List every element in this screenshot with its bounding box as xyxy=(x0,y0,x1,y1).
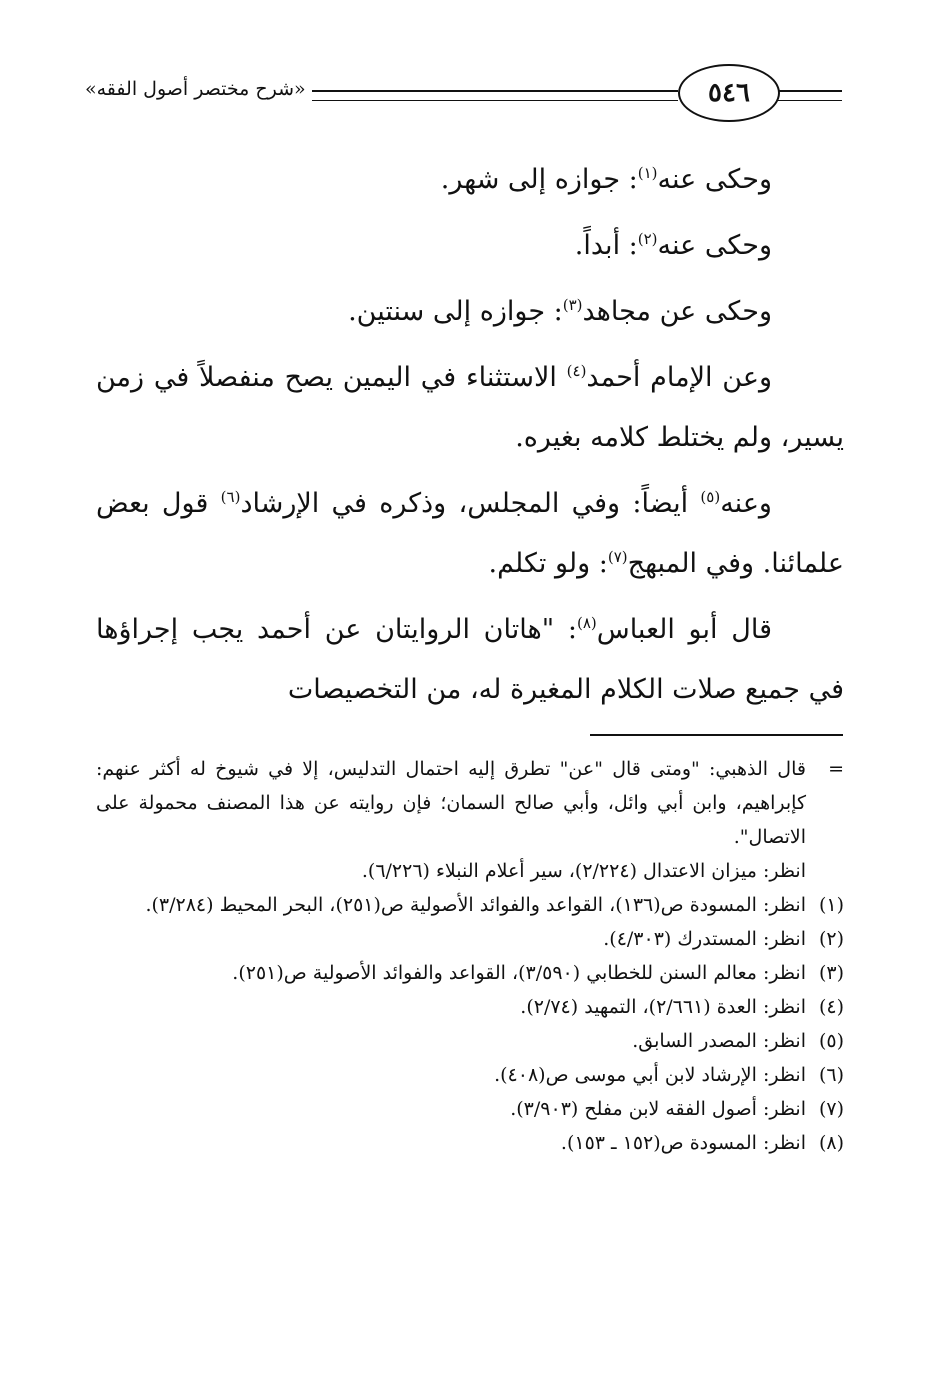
footnote-item xyxy=(96,990,844,1024)
paragraph: وحكى عنه$^{(٢)}$: أبداً. xyxy=(574,230,772,261)
footnotes xyxy=(96,752,844,1160)
footnote-item xyxy=(96,956,844,990)
running-title: «شرح مختصر أصول الفقه» xyxy=(85,78,306,100)
footnote-text: انظر: المستدرك (٤/٣٠٣). xyxy=(603,928,806,950)
footnote-ref: (١) xyxy=(637,164,658,182)
footnote-continuation-ref: انظر: ميزان الاعتدال (٢/٢٢٤)، سير أعلام النبلاء (٦/٢٢٦). xyxy=(361,860,806,882)
paragraph: وعنه$^{(٥)}$ أيضاً: وفي المجلس، وذكره في الإرشاد$^{(٦)}$ قول بعض علمائنا. وفي المبهج$^{(٧)}$: ولو تكلم. xyxy=(96,488,844,579)
footnote-number: (٧) xyxy=(818,1098,844,1120)
paragraph: وحكى عنه$^{(١)}$: جوازه إلى شهر. xyxy=(440,164,772,195)
footnote-number: (١) xyxy=(818,894,844,916)
continuation-mark: = xyxy=(828,758,844,780)
header-rule-left xyxy=(312,90,678,101)
page-number: ٥٤٦ xyxy=(678,64,780,122)
paragraph: قال أبو العباس$^{(٨)}$: "هاتان الروايتان عن أحمد يجب إجراؤها في جميع صلات الكلام المغيرة له، من التخصيصات xyxy=(96,614,844,705)
paragraph: وحكى عن مجاهد$^{(٣)}$: جوازه إلى سنتين. xyxy=(348,296,772,327)
footnote-ref: (٧) xyxy=(607,548,628,566)
footnote-text: انظر: العدة (٢/٦٦١)، التمهيد (٢/٧٤). xyxy=(520,996,806,1018)
footnote-ref: (٨) xyxy=(576,614,597,632)
footnote-item xyxy=(96,1058,844,1092)
footnote-ref: (٦) xyxy=(220,488,241,506)
footnote-text: انظر: معالم السنن للخطابي (٣/٥٩٠)، القواعد والفوائد الأصولية ص(٢٥١). xyxy=(232,962,806,984)
footnote-number: (٣) xyxy=(818,962,844,984)
footnote-number: (٢) xyxy=(818,928,844,950)
footnote-text: انظر: المسودة ص(١٣٦)، القواعد والفوائد الأصولية ص(٢٥١)، البحر المحيط (٣/٢٨٤). xyxy=(145,894,806,916)
main-text xyxy=(96,150,844,726)
footnote-item xyxy=(96,1092,844,1126)
footnote-ref: (٢) xyxy=(637,230,658,248)
footnote-ref: (٥) xyxy=(700,488,721,506)
footnote-divider xyxy=(590,734,843,736)
footnote-number: (٨) xyxy=(818,1132,844,1154)
footnote-text: انظر: أصول الفقه لابن مفلح (٣/٩٠٣). xyxy=(510,1098,806,1120)
footnote-text: انظر: الإرشاد لابن أبي موسى ص(٤٠٨). xyxy=(494,1064,806,1086)
page-header xyxy=(0,0,945,130)
footnote-number: (٦) xyxy=(818,1064,844,1086)
footnote-item xyxy=(96,1024,844,1058)
footnote-text: انظر: المسودة ص(١٥٢ ـ ١٥٣). xyxy=(560,1132,806,1154)
footnote-text: انظر: المصدر السابق. xyxy=(632,1030,806,1052)
paragraph: وعن الإمام أحمد$^{(٤)}$ الاستثناء في اليمين يصح منفصلاً في زمن يسير، ولم يختلط كلامه بغيره. xyxy=(96,362,844,453)
footnote-item xyxy=(96,1126,844,1160)
header-rule-right xyxy=(778,90,842,101)
footnote-ref: (٣) xyxy=(562,296,583,314)
footnote-number: (٤) xyxy=(818,996,844,1018)
footnote-ref: (٤) xyxy=(566,362,587,380)
footnote-continuation: = قال الذهبي: "ومتى قال "عن" تطرق إليه احتمال التدليس، إلا في شيوخ له أكثر عنهم: كإبراهيم، وابن أبي وائل، وأبي صالح السمان؛ فإن روايته عن هذا المصنف محمولة على الاتصال". xyxy=(96,752,844,854)
footnote-item xyxy=(96,888,844,922)
footnote-item xyxy=(96,922,844,956)
footnote-number: (٥) xyxy=(818,1030,844,1052)
